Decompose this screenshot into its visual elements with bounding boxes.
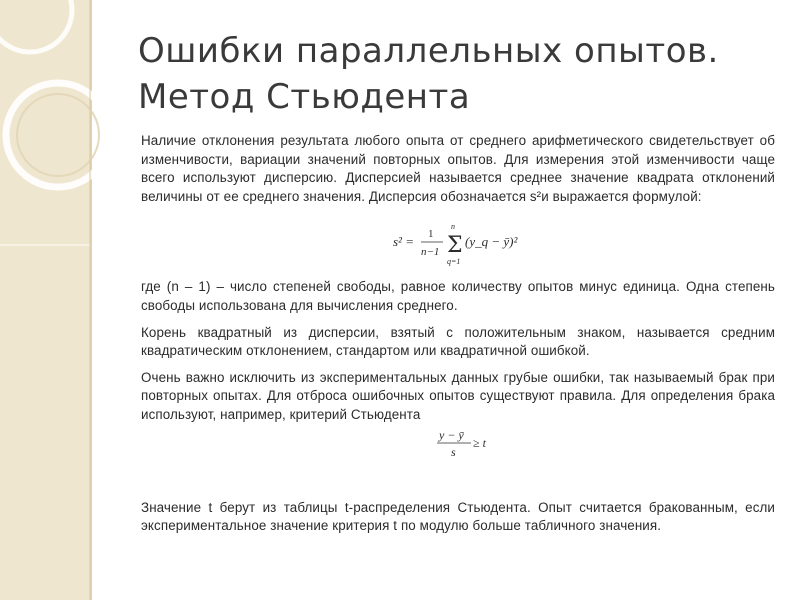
- paragraph-gross-errors: Очень важно исключить из экспериментальных данных грубые ошибки, так называемый брак при повторных опытах. Для отброса ошибочных опытов существуют правила. Для определения брака используют, например, критерий Стьюдента: [141, 369, 775, 422]
- formula1-sum-top: n: [451, 222, 455, 232]
- svg-text:Σ: Σ: [447, 233, 463, 259]
- paragraph-degrees-of-freedom: где (n – 1) – число степеней свободы, равное количеству опытов минус единица. Одна степень свободы использована для вычисления среднего.: [141, 279, 775, 313]
- formula1-den: n−1: [421, 246, 440, 259]
- formula1-lhs: s² =: [393, 234, 414, 250]
- formula1-body: (y_q − ȳ)²: [465, 234, 518, 250]
- formula2-den: s: [451, 444, 456, 459]
- student-criterion-formula: [141, 425, 775, 465]
- decorative-side-band: [0, 0, 92, 600]
- formula1-sum-bottom: q=1: [447, 257, 461, 267]
- formula1-num: 1: [428, 228, 434, 241]
- slide-body: [141, 132, 775, 536]
- title-line-1: Ошибки параллельных опытов.: [138, 31, 719, 71]
- variance-formula: [141, 214, 775, 270]
- paragraph-dispersion-intro: Наличие отклонения результата любого опыта от среднего арифметического свидетельствует об изменчивости, вариации значений повторных опытов. Для измерения этой изменчивости чаще всего используют дисперсию. Дисперсией называется среднее значение квадрата отклонений величины от ее среднего значения. Дисперсия обозначается s²и выражается формулой:: [141, 133, 775, 204]
- title-line-2: Метод Стьюдента: [138, 77, 471, 117]
- formula2-num: y − ȳ: [439, 427, 464, 442]
- paragraph-t-distribution: Значение t берут из таблицы t-распределения Стьюдента. Опыт считается бракованным, если экспериментальное значение критерия t по модулю больше табличного значения.: [141, 499, 775, 534]
- paragraph-standard-deviation: Корень квадратный из дисперсии, взятый с положительным знаком, называется средним квадратическим отклонением, стандартом или квадратичной ошибкой.: [141, 324, 775, 359]
- formula2-rel: ≥ t: [473, 435, 486, 450]
- slide-title: [138, 28, 778, 120]
